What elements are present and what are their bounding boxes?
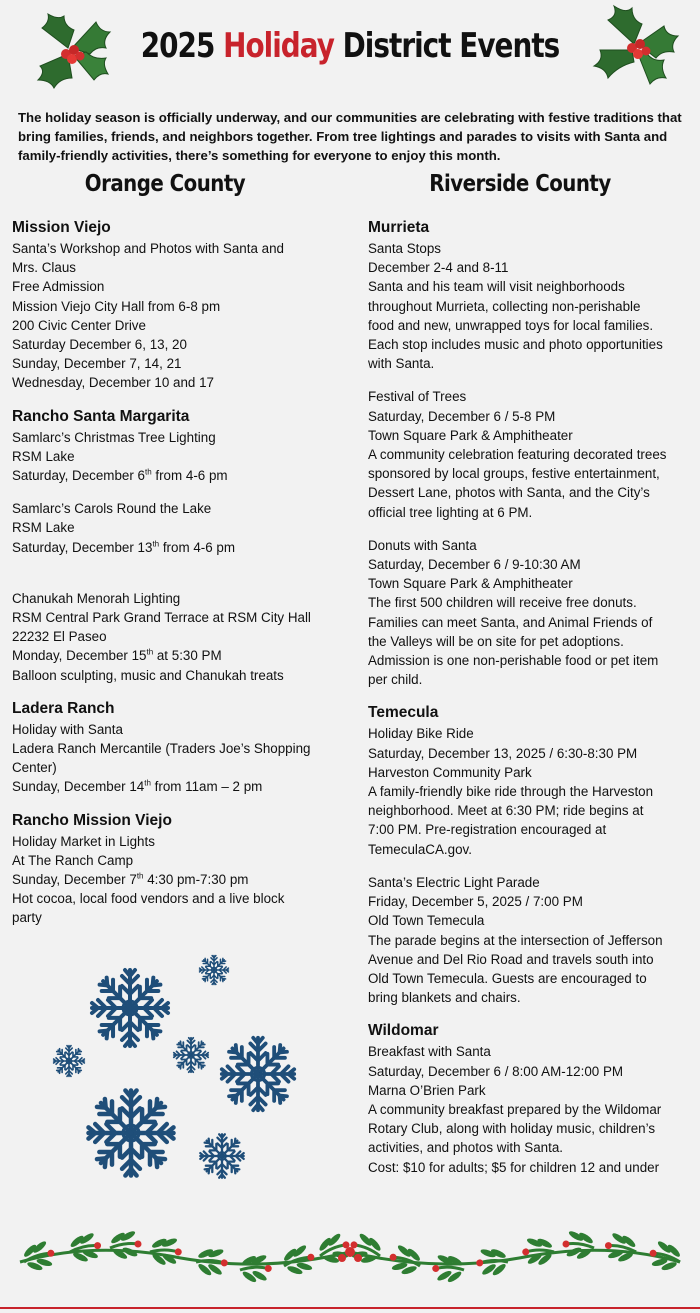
- city-heading-rsm: Rancho Santa Margarita: [12, 407, 190, 425]
- event-address: 22232 El Paseo: [12, 629, 107, 645]
- city-heading-temecula: Temecula: [368, 704, 439, 722]
- event-line: the Valleys will be on site for pet adoptions.: [368, 633, 624, 649]
- date-suffix: th: [136, 871, 144, 881]
- event-line: food and new, unwrapped toys for local families.: [368, 317, 654, 333]
- time-text: 4:30 pm-7:30 pm: [143, 872, 249, 888]
- event-title: Holiday with Santa: [12, 721, 123, 737]
- event-line: neighborhood. Meet at 6:30 PM; ride begins at: [368, 803, 644, 819]
- event-line: Santa’s Electric Light Parade: [368, 874, 540, 890]
- event-line: activities, and photos with Santa.: [368, 1140, 564, 1156]
- event-place: RSM Central Park Grand Terrace at RSM City Hall: [12, 610, 311, 626]
- event-title: Holiday Market in Lights: [12, 833, 155, 849]
- event-title: Samlarc’s Carols Round the Lake: [12, 501, 212, 517]
- snowflake-icon: [88, 966, 172, 1050]
- page-title: [63, 26, 637, 66]
- event-line: Old Town Temecula: [368, 913, 485, 929]
- event-line: Marna O’Brien Park: [368, 1082, 486, 1098]
- date-text: Sunday, December 14: [12, 779, 145, 795]
- orange-county-column: [12, 218, 342, 928]
- garland-icon: [0, 1222, 700, 1302]
- event-line: Harveston Community Park: [368, 764, 532, 780]
- event-line: A community breakfast prepared by the Wildomar: [368, 1101, 662, 1117]
- event-note: Balloon sculpting, music and Chanukah treats: [12, 667, 284, 683]
- event-line: Cost: $10 for adults; $5 for children 12 and under: [368, 1159, 660, 1175]
- event-line: Sunday, December 7, 14, 21: [12, 356, 182, 372]
- date-suffix: th: [144, 779, 151, 788]
- event-line: Santa and his team will visit neighborhoods: [368, 279, 625, 295]
- time-text: at 5:30 PM: [153, 648, 222, 664]
- event-block: [368, 239, 693, 373]
- event-line: Holiday Bike Ride: [368, 726, 474, 742]
- event-block: [368, 387, 693, 521]
- event-line: December 2-4 and 8-11: [368, 260, 509, 276]
- event-block: [368, 536, 693, 690]
- event-title: Chanukah Menorah Lighting: [12, 590, 181, 606]
- date-suffix: th: [144, 467, 152, 477]
- event-note: Hot cocoa, local food vendors and a live block: [12, 891, 285, 907]
- date-text: Saturday, December 13: [12, 539, 153, 555]
- event-line: 200 Civic Center Drive: [12, 317, 146, 333]
- event-line: Town Square Park & Amphitheater: [368, 576, 573, 592]
- date-text: Saturday, December 6: [12, 468, 145, 484]
- event-note: party: [12, 910, 42, 926]
- event-line: Saturday, December 6 / 9-10:30 AM: [368, 557, 581, 573]
- event-place: RSM Lake: [12, 448, 75, 464]
- event-line: A family-friendly bike ride through the Harveston: [368, 784, 654, 800]
- event-line: Santa’s Workshop and Photos with Santa and: [12, 241, 284, 256]
- city-heading-wildomar: Wildomar: [368, 1022, 439, 1040]
- date-suffix: th: [152, 539, 160, 549]
- event-date: [12, 646, 342, 665]
- event-title: Samlarc’s Christmas Tree Lighting: [12, 429, 216, 445]
- time-text: from 11am – 2 pm: [150, 779, 263, 795]
- event-line: Saturday, December 6 / 5-8 PM: [368, 408, 556, 424]
- event-place: Center): [12, 760, 57, 776]
- snowflake-icon: [172, 1036, 210, 1074]
- event-line: Mission Viejo City Hall from 6-8 pm: [12, 298, 221, 314]
- event-line: Old Town Temecula. Guests are encouraged to: [368, 970, 647, 986]
- title-year: 2025: [140, 26, 215, 66]
- event-date: [12, 538, 342, 557]
- event-date: [12, 466, 342, 485]
- intro-paragraph: The holiday season is officially underway, and our communities are celebrating with festive traditions that bring families, friends, and neighbors together. From tree lightings and parades to visits with Santa and family-friendly activities, there’s something for everyone to enjoy this month.: [18, 110, 682, 163]
- event-line: Festival of Trees: [368, 389, 467, 405]
- bottom-border: [0, 1307, 700, 1309]
- event-line: Avenue and Del Rio Road and travels south into: [368, 951, 654, 967]
- event-line: with Santa.: [368, 356, 435, 372]
- orange-county-heading: Orange County: [84, 171, 246, 197]
- city-heading-mission-viejo: Mission Viejo: [12, 219, 111, 236]
- event-line: Saturday December 6, 13, 20: [12, 337, 187, 353]
- event-line: official tree lighting at 6 PM.: [368, 504, 533, 520]
- event-line: Breakfast with Santa: [368, 1044, 491, 1060]
- event-line: Donuts with Santa: [368, 537, 477, 553]
- event-block: [368, 873, 693, 1007]
- event-block: [368, 1042, 693, 1176]
- riverside-county-heading: Riverside County: [429, 171, 611, 197]
- event-line: Friday, December 5, 2025 / 7:00 PM: [368, 894, 583, 910]
- date-suffix: th: [146, 647, 154, 657]
- event-line: 7:00 PM. Pre-registration encouraged at: [368, 822, 607, 838]
- city-heading-murrieta: Murrieta: [368, 219, 430, 236]
- event-block: [368, 724, 693, 858]
- city-heading-rancho-mission-viejo: Rancho Mission Viejo: [12, 811, 172, 829]
- city-heading-ladera-ranch: Ladera Ranch: [12, 699, 115, 717]
- snowflake-icon: [84, 1086, 178, 1180]
- event-line: Dessert Lane, photos with Santa, and the City’s: [368, 485, 650, 501]
- event-line: The first 500 children will receive free donuts.: [368, 595, 637, 611]
- event-line: Town Square Park & Amphitheater: [368, 427, 573, 443]
- date-text: Sunday, December 7: [12, 872, 137, 888]
- event-line: Families can meet Santa, and Animal Friends of: [368, 614, 653, 630]
- time-text: from 4-6 pm: [159, 539, 236, 555]
- event-line: The parade begins at the intersection of Jefferson: [368, 932, 663, 948]
- title-accent: Holiday: [223, 26, 334, 66]
- event-date: [12, 777, 342, 796]
- time-text: from 4-6 pm: [151, 468, 228, 484]
- riverside-county-column: [368, 218, 693, 1177]
- snowflake-icon: [52, 1044, 86, 1078]
- snowflake-icon: [218, 1034, 298, 1114]
- event-line: Wednesday, December 10 and 17: [12, 375, 214, 391]
- event-line: A community celebration featuring decorated trees: [368, 447, 667, 463]
- event-line: Free Admission: [12, 279, 105, 295]
- title-rest: District Events: [342, 26, 560, 66]
- event-place: Ladera Ranch Mercantile (Traders Joe’s Shopping: [12, 741, 311, 757]
- date-text: Monday, December 15: [12, 648, 147, 664]
- event-line: bring blankets and chairs.: [368, 990, 521, 1006]
- snowflake-icon: [198, 954, 230, 986]
- event-place: At The Ranch Camp: [12, 852, 134, 868]
- event-line: Saturday, December 6 / 8:00 AM-12:00 PM: [368, 1063, 624, 1079]
- event-line: Admission is one non-perishable food or pet item: [368, 653, 659, 669]
- event-place: RSM Lake: [12, 520, 75, 536]
- event-line: per child.: [368, 672, 423, 688]
- event-line: throughout Murrieta, collecting non-perishable: [368, 298, 641, 314]
- event-line: Each stop includes music and photo opportunities: [368, 337, 663, 353]
- event-line: Mrs. Claus: [12, 260, 76, 276]
- snowflake-icon: [198, 1132, 246, 1180]
- event-line: sponsored by local groups, festive entertainment,: [368, 466, 660, 482]
- event-line: Rotary Club, along with holiday music, children’s: [368, 1121, 656, 1137]
- event-line: Saturday, December 13, 2025 / 6:30-8:30 PM: [368, 745, 638, 761]
- event-line: TemeculaCA.gov.: [368, 841, 472, 857]
- event-line: Santa Stops: [368, 241, 441, 256]
- event-date: [12, 870, 342, 889]
